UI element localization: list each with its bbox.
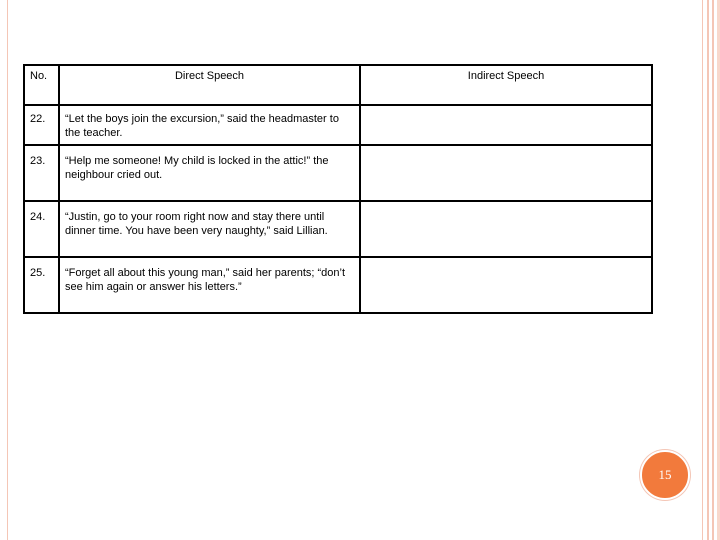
- table-row: [24, 201, 652, 257]
- direct-speech-cell: “Let the boys join the excursion,” said the headmaster to the teacher.: [59, 105, 360, 145]
- row-number-cell: 23.: [24, 145, 59, 201]
- speech-exercise-table: [23, 64, 653, 314]
- direct-speech-cell: “Help me someone! My child is locked in the attic!” the neighbour cried out.: [59, 145, 360, 201]
- page-number-badge: [640, 450, 690, 500]
- table-row: [24, 145, 652, 201]
- table-row: [24, 105, 652, 145]
- page-number: 15: [658, 467, 672, 482]
- row-number-cell: 24.: [24, 201, 59, 257]
- indirect-speech-cell[interactable]: [360, 201, 652, 257]
- indirect-speech-cell[interactable]: [360, 105, 652, 145]
- table-header-row: [24, 65, 652, 105]
- row-number-cell: 25.: [24, 257, 59, 313]
- direct-speech-cell: “Justin, go to your room right now and stay there until dinner time. You have been very naughty,” said Lillian.: [59, 201, 360, 257]
- indirect-speech-cell[interactable]: [360, 257, 652, 313]
- row-number-cell: 22.: [24, 105, 59, 145]
- decorative-stripe: [707, 0, 709, 540]
- direct-speech-cell: “Forget all about this young man,” said her parents; “don’t see him again or answer his letters.”: [59, 257, 360, 313]
- table-row: [24, 257, 652, 313]
- header-direct-speech: Direct Speech: [59, 65, 360, 105]
- header-indirect-speech: Indirect Speech: [360, 65, 652, 105]
- header-no: No.: [24, 65, 59, 105]
- indirect-speech-cell[interactable]: [360, 145, 652, 201]
- decorative-stripe: [712, 0, 714, 540]
